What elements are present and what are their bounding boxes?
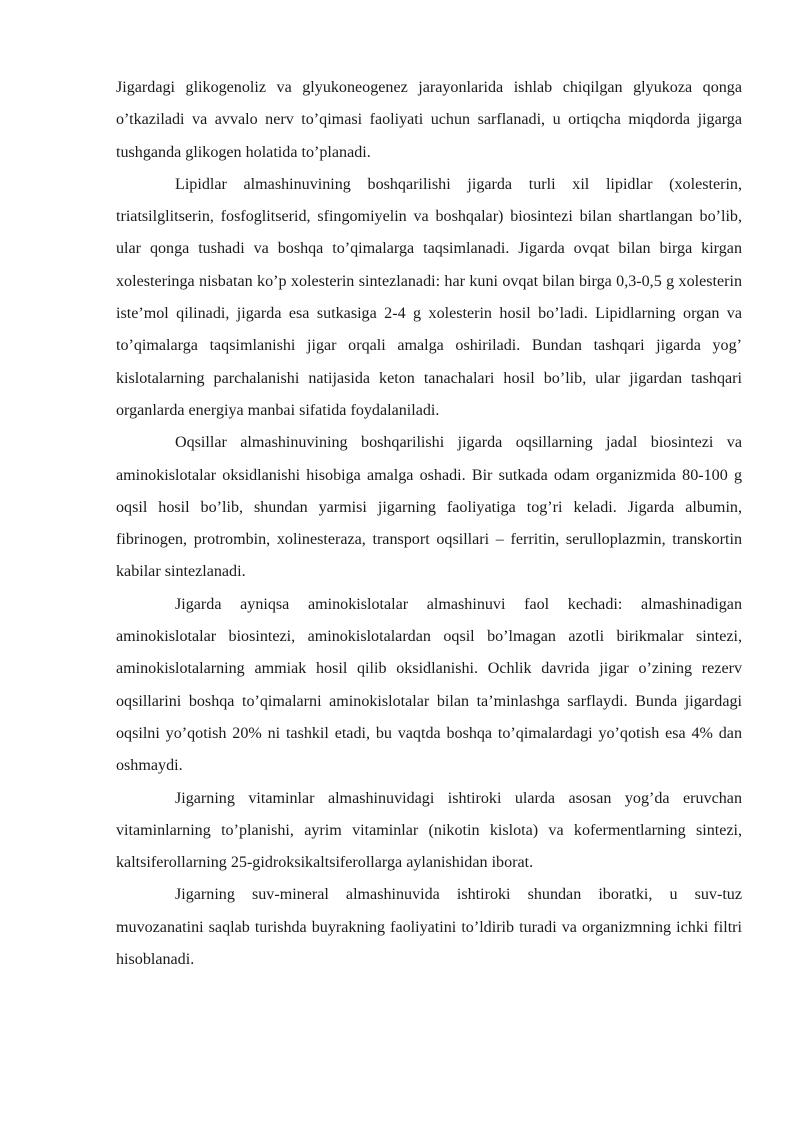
paragraph-lipid-metabolism: Lipidlar almashinuvining boshqarilishi jigarda turli xil lipidlar (xolesterin, triatsilglitserin, fosfoglitserid, sfingomiyelin va boshqalar) biosintezi bilan shartlangan bo’lib, ular qonga tushadi va boshqa to’qimalarga taqsimlanadi. Jigarda ovqat bilan birga kirgan xolesteringa nisbatan ko’p xolesterin sintezlanadi: har kuni ovqat bilan birga 0,3-0,5 g xolesterin iste’mol qilinadi, jigarda esa sutkasiga 2-4 g xolesterin hosil bo’ladi. Lipidlarning organ va to’qimalarga taqsimlanishi jigar orqali amalga oshiriladi. Bundan tashqari jigarda yog’ kislotalarning parchalanishi natijasida keton tanachalari hosil bo’lib, ular jigardan tashqari organlarda energiya manbai sifatida foydalaniladi. <box>116 175 742 419</box>
document-page <box>116 72 742 976</box>
paragraph-water-mineral-metabolism: Jigarning suv-mineral almashinuvida ishtiroki shundan iboratki, u suv-tuz muvozanatini saqlab turishda buyrakning faoliyatini to’ldirib turadi va organizmning ichki filtri hisoblanadi. <box>116 886 742 969</box>
paragraph-vitamin-metabolism: Jigarning vitaminlar almashinuvidagi ishtiroki ularda asosan yog’da eruvchan vitaminlarning to’planishi, ayrim vitaminlar (nikotin kislota) va kofermentlarning sintezi, kaltsiferollarning 25-gidroksikaltsiferollarga aylanishidan iborat. <box>116 789 742 872</box>
paragraph-amino-acid-metabolism: Jigarda ayniqsa aminokislotalar almashinuvi faol kechadi: almashinadigan aminokislotalar biosintezi, aminokislotalardan oqsil bo’lmagan azotli birikmalar sintezi, aminokislotalarning ammiak hosil qilib oksidlanishi. Ochlik davrida jigar o’zining rezerv oqsillarini boshqa to’qimalarni aminokislotalar bilan ta’minlashga sarflaydi. Bunda jigardagi oqsilni yo’qotish 20% ni tashkil etadi, bu vaqtda boshqa to’qimalardagi yo’qotish esa 4% dan oshmaydi. <box>116 595 742 775</box>
paragraph-glucose: Jigardagi glikogenoliz va glyukoneogenez jarayonlarida ishlab chiqilgan glyukoza qonga o’tkaziladi va avvalo nerv to’qimasi faoliyati uchun sarflanadi, u ortiqcha miqdorda jigarga tushganda glikogen holatida to’planadi. <box>116 79 742 161</box>
paragraph-protein-metabolism: Oqsillar almashinuvining boshqarilishi jigarda oqsillarning jadal biosintezi va aminokislotalar oksidlanishi hisobiga amalga oshadi. Bir sutkada odam organizmida 80-100 g oqsil hosil bo’lib, shundan yarmisi jigarning faoliyatiga tog’ri keladi. Jigarda albumin, fibrinogen, protrombin, xolinesteraza, transport oqsillari – ferritin, serulloplazmin, transkortin kabilar sintezlanadi. <box>116 434 742 581</box>
